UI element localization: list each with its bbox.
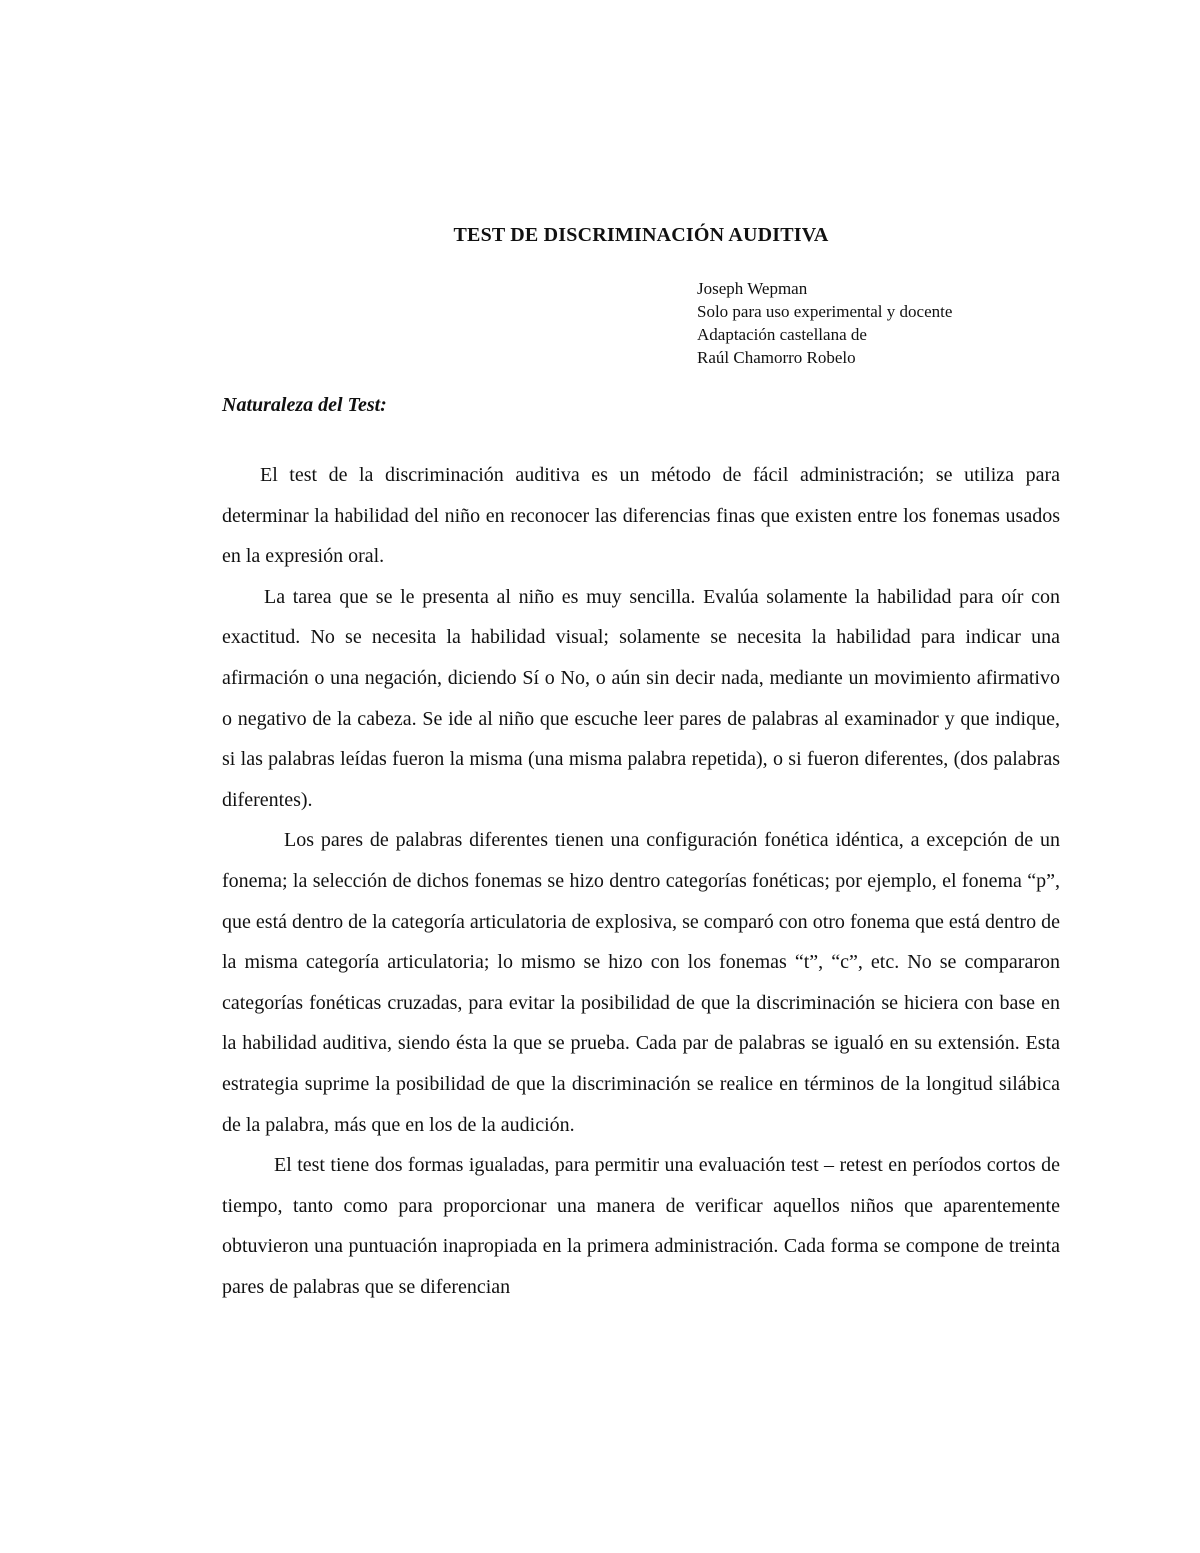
document-title: TEST DE DISCRIMINACIÓN AUDITIVA: [453, 224, 829, 246]
attribution-block: [697, 277, 952, 369]
paragraph: El test de la discriminación auditiva es un método de fácil administración; se utiliza para determinar la habilidad del niño en reconocer las diferencias finas que existen entre los fonemas usados en la expresión oral.: [222, 464, 1060, 568]
section-heading: Naturaleza del Test:: [222, 394, 387, 416]
paragraph: Los pares de palabras diferentes tienen una configuración fonética idéntica, a excepción de un fonema; la selección de dichos fonemas se hizo dentro categorías fonéticas; por ejemplo, el fonema “p”, que está dentro de la categoría articulatoria de explosiva, se comparó con otro fonema que está dentro de la misma categoría articulatoria; lo mismo se hizo con los fonemas “t”, “c”, etc. No se compararon categorías fonéticas cruzadas, para evitar la posibilidad de que la discriminación se hiciera con base en la habilidad auditiva, siendo ésta la que se prueba. Cada par de palabras se igualó en su extensión. Esta estrategia suprime la posibilidad de que la discriminación se realice en términos de la longitud silábica de la palabra, más que en los de la audición.: [222, 829, 1060, 1136]
usage-note: Solo para uso experimental y docente: [697, 302, 953, 321]
author-name: Joseph Wepman: [697, 279, 808, 298]
paragraph: La tarea que se le presenta al niño es muy sencilla. Evalúa solamente la habilidad para oír con exactitud. No se necesita la habilidad visual; solamente se necesita la habilidad para indicar una afirmación o una negación, diciendo Sí o No, o aún sin decir nada, mediante un movimiento afirmativo o negativo de la cabeza. Se ide al niño que escuche leer pares de palabras al examinador y que indique, si las palabras leídas fueron la misma (una misma palabra repetida), o si fueron diferentes, (dos palabras diferentes).: [222, 585, 1060, 811]
paragraph: El test tiene dos formas igualadas, para permitir una evaluación test – retest en períodos cortos de tiempo, tanto como para proporcionar una manera de verificar aquellos niños que aparentemente obtuvieron una puntuación inapropiada en la primera administración. Cada forma se compone de treinta pares de palabras que se diferencian: [222, 1154, 1060, 1298]
adaptation-label: Adaptación castellana de: [697, 325, 867, 344]
adapter-name: Raúl Chamorro Robelo: [697, 348, 856, 367]
body-text: [222, 455, 1060, 1307]
